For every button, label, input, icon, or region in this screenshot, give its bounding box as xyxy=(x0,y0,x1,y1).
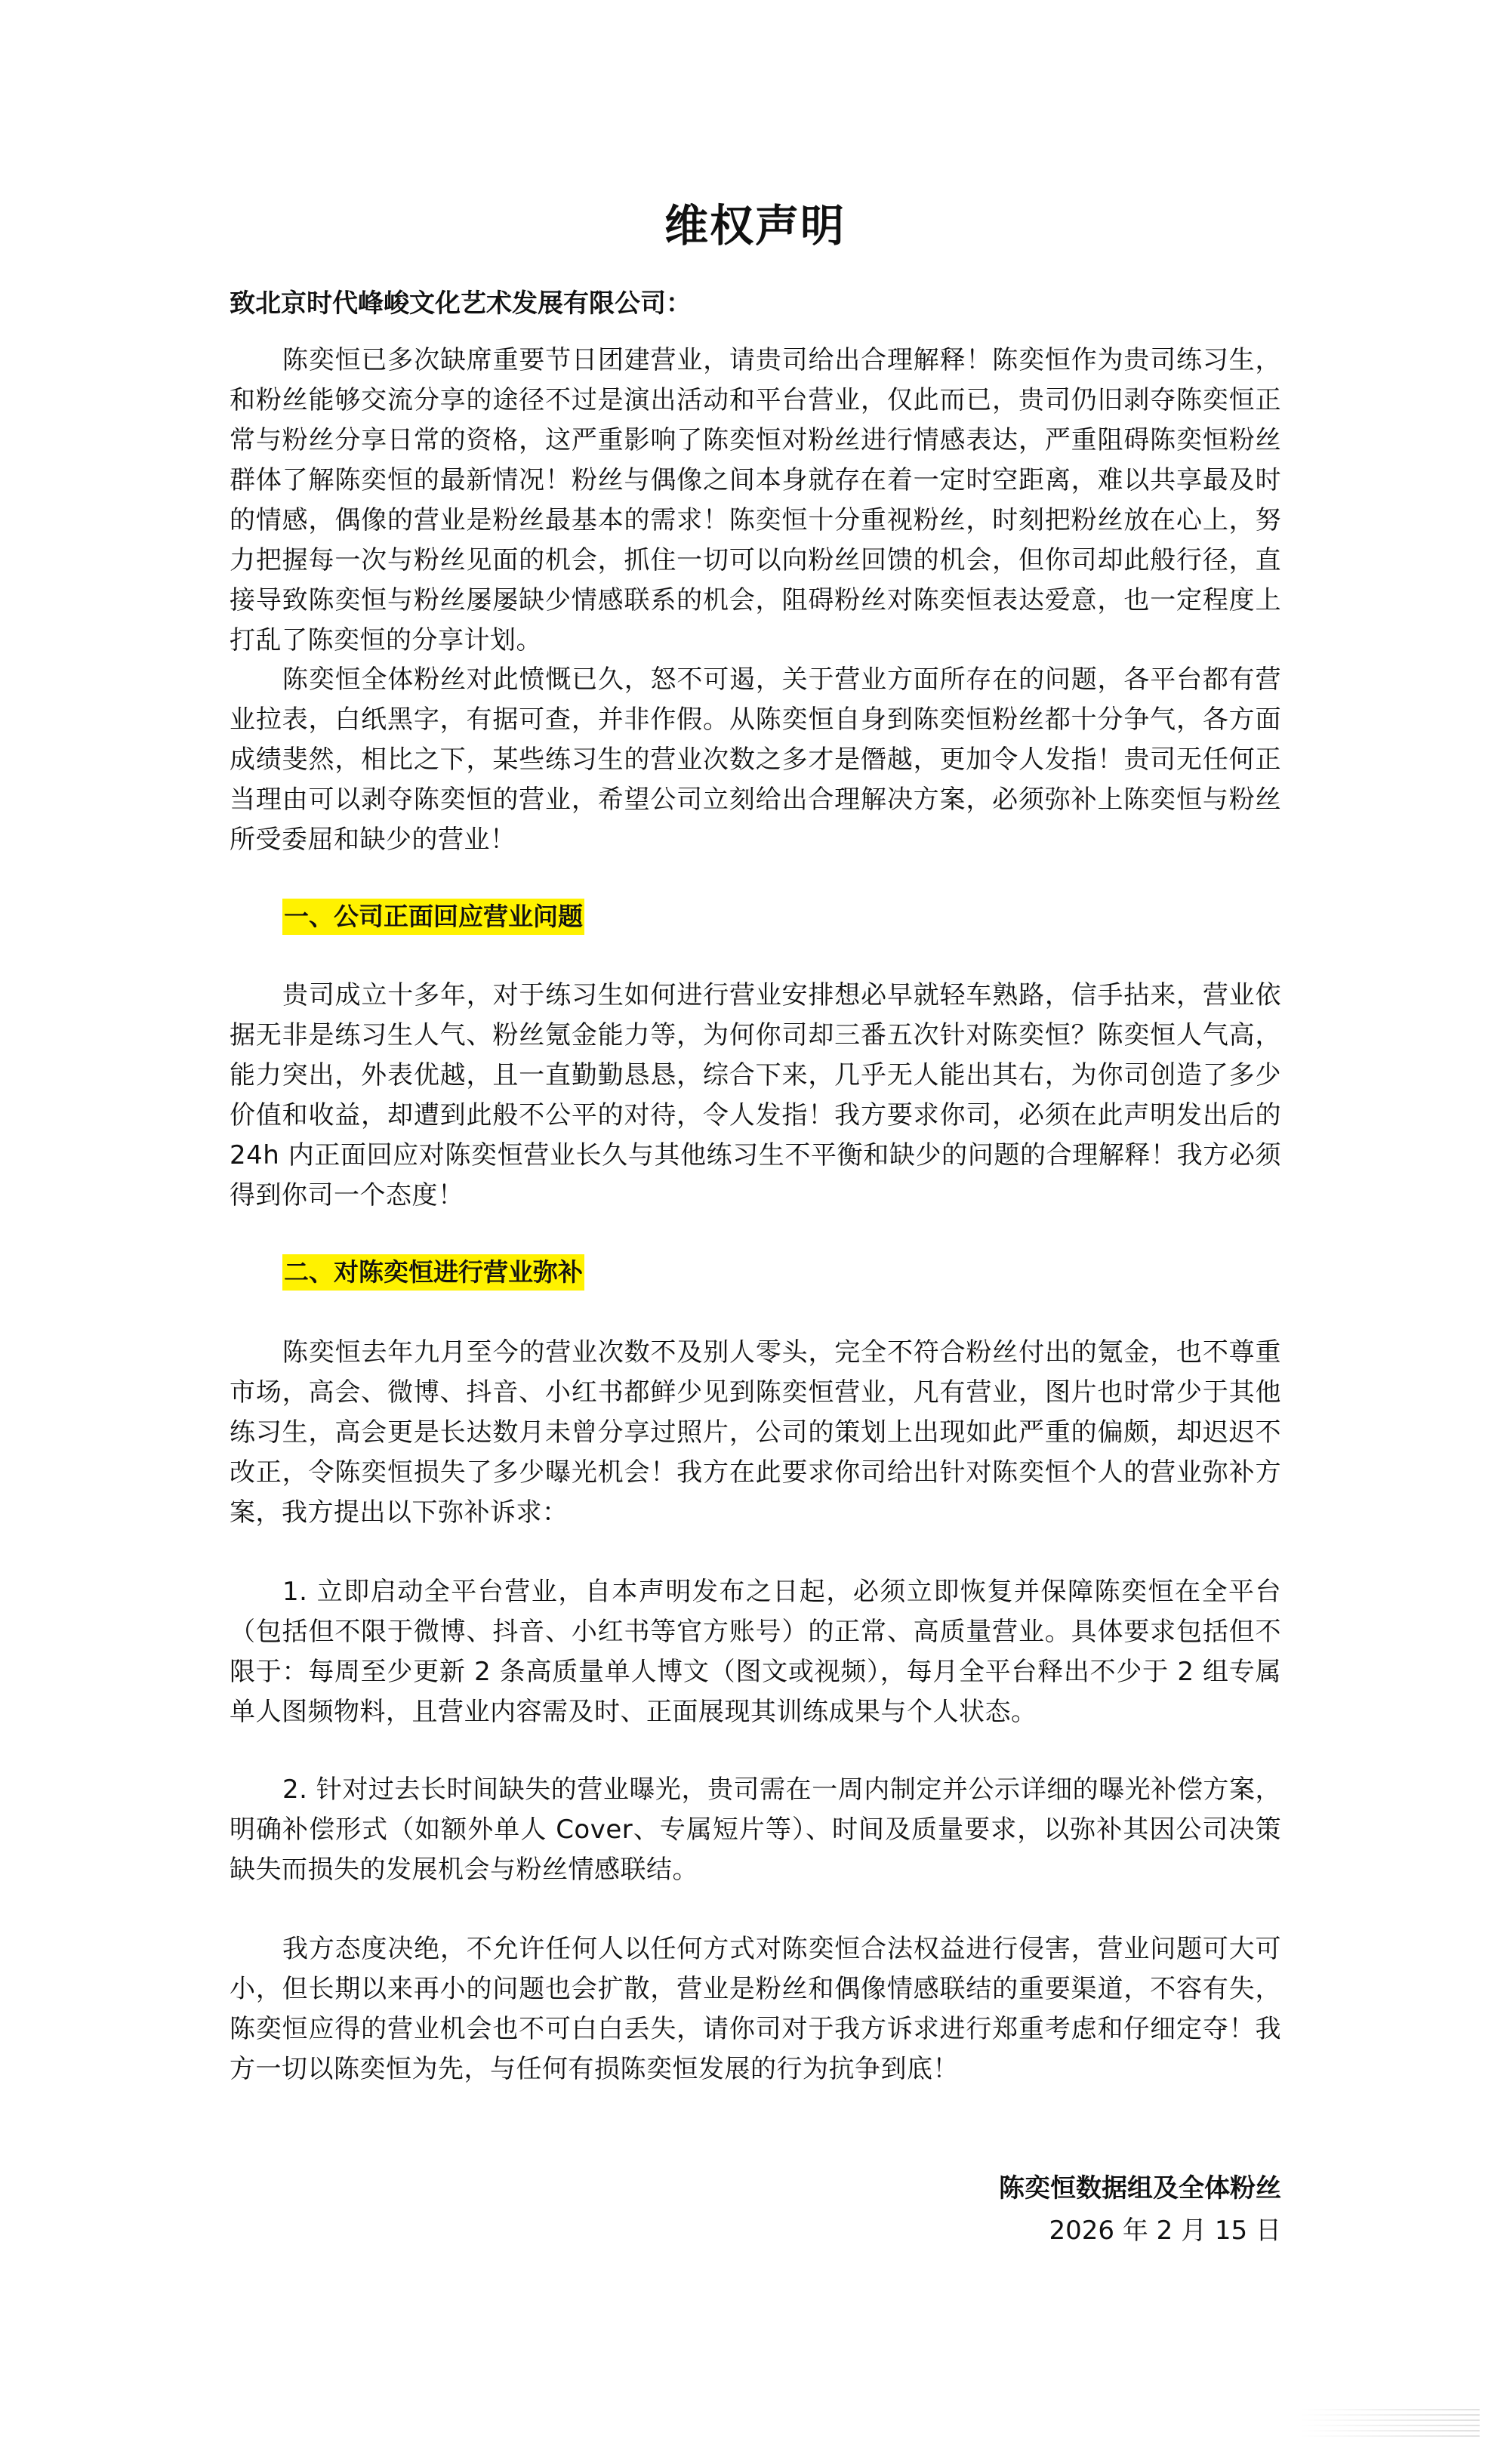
paragraph-3: 贵司成立十多年，对于练习生如何进行营业安排想必早就轻车熟路，信手拈来，营业依据无非是练习生人气、粉丝氪金能力等，为何你司却三番五次针对陈奕恒？陈奕恒人气高，能力突出，外表优越，且一直勤勤恳恳，综合下来，几乎无人能出其右，为你司创造了多少价值和收益，却遭到此般不公平的对待，令人发指！我方要求你司，必须在此声明发出后的24h 内正面回应对陈奕恒营业长久与其他练习生不平衡和缺少的问题的合理解释！我方必须得到你司一个态度！ xyxy=(230,980,1281,1210)
page-stack-edge xyxy=(1299,2409,1480,2443)
section-heading-2: 二、对陈奕恒进行营业弥补 xyxy=(282,1254,584,1291)
demand-item-1: 1. 立即启动全平台营业，自本声明发布之日起，必须立即恢复并保障陈奕恒在全平台（包括但不限于微博、抖音、小红书等官方账号）的正常、高质量营业。具体要求包括但不限于：每周至少更新 2 条高质量单人博文（图文或视频），每月全平台释出不少于 2 组专属单人图频物料，且营业内容需及时、正面展现其训练成果与个人状态。 xyxy=(230,1577,1281,1727)
salutation: 致北京时代峰峻文化艺术发展有限公司： xyxy=(230,288,692,319)
closing-paragraph: 我方态度决绝，不允许任何人以任何方式对陈奕恒合法权益进行侵害，营业问题可大可小，但长期以来再小的问题也会扩散，营业是粉丝和偶像情感联结的重要渠道，不容有失，陈奕恒应得的营业机会也不可白白丢失，请你司对于我方诉求进行郑重考虑和仔细定夺！我方一切以陈奕恒为先，与任何有损陈奕恒发展的行为抗争到底！ xyxy=(230,1934,1281,2084)
section-heading-1: 一、公司正面回应营业问题 xyxy=(282,899,584,935)
paragraph-1: 陈奕恒已多次缺席重要节日团建营业，请贵司给出合理解释！陈奕恒作为贵司练习生，和粉丝能够交流分享的途径不过是演出活动和平台营业，仅此而已，贵司仍旧剥夺陈奕恒正常与粉丝分享日常的资格，这严重影响了陈奕恒对粉丝进行情感表达，严重阻碍陈奕恒粉丝群体了解陈奕恒的最新情况！粉丝与偶像之间本身就存在着一定时空距离，难以共享最及时的情感，偶像的营业是粉丝最基本的需求！陈奕恒十分重视粉丝，时刻把粉丝放在心上，努力把握每一次与粉丝见面的机会，抓住一切可以向粉丝回馈的机会，但你司却此般行径，直接导致陈奕恒与粉丝屡屡缺少情感联系的机会，阻碍粉丝对陈奕恒表达爱意，也一定程度上打乱了陈奕恒的分享计划。 xyxy=(230,345,1281,655)
signature-author: 陈奕恒数据组及全体粉丝 xyxy=(999,2173,1281,2203)
paragraph-2: 陈奕恒全体粉丝对此愤慨已久，怒不可遏，关于营业方面所存在的问题，各平台都有营业拉表，白纸黑字，有据可查，并非作假。从陈奕恒自身到陈奕恒粉丝都十分争气，各方面成绩斐然，相比之下，某些练习生的营业次数之多才是僭越，更加令人发指！贵司无任何正当理由可以剥夺陈奕恒的营业，希望公司立刻给出合理解决方案，必须弥补上陈奕恒与粉丝所受委屈和缺少的营业！ xyxy=(230,665,1281,855)
paragraph-4: 陈奕恒去年九月至今的营业次数不及别人零头，完全不符合粉丝付出的氪金，也不尊重市场，高会、微博、抖音、小红书都鲜少见到陈奕恒营业，凡有营业，图片也时常少于其他练习生，高会更是长达数月未曾分享过照片，公司的策划上出现如此严重的偏颇，却迟迟不改正，令陈奕恒损失了多少曝光机会！我方在此要求你司给出针对陈奕恒个人的营业弥补方案，我方提出以下弥补诉求： xyxy=(230,1337,1281,1528)
demand-item-2: 2. 针对过去长时间缺失的营业曝光，贵司需在一周内制定并公示详细的曝光补偿方案，明确补偿形式（如额外单人 Cover、专属短片等）、时间及质量要求，以弥补其因公司决策缺失而损失的发展机会与粉丝情感联结。 xyxy=(230,1775,1281,1885)
signature-date: 2026 年 2 月 15 日 xyxy=(1049,2216,1281,2246)
document-title: 维权声明 xyxy=(664,200,846,251)
